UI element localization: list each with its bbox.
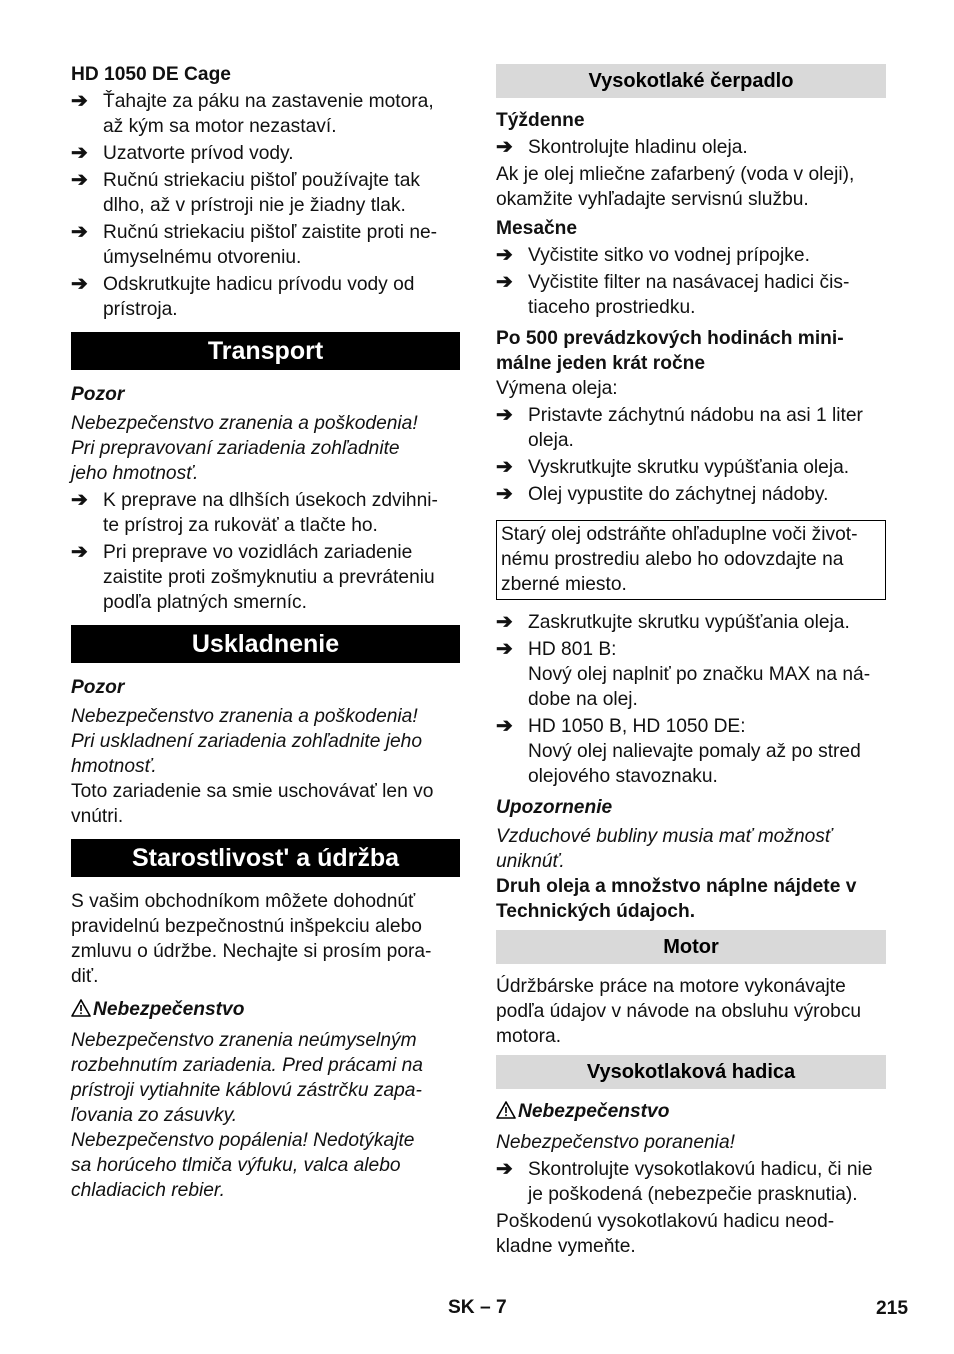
text-line: kladne vymeňte.: [496, 1236, 636, 1257]
text-line: zmluvu o údržbe. Nechajte si prosím pora-: [71, 941, 432, 962]
list-item: [496, 270, 886, 320]
text-line: Vyčistite filter na nasávacej hadici čis-: [528, 272, 850, 293]
text-line: S vašim obchodníkom môžete dohodnúť: [71, 891, 416, 912]
arrow-right-icon: ➔: [496, 638, 513, 660]
list-item: [496, 482, 886, 507]
text-line: prístroja.: [103, 299, 178, 320]
list-item: [71, 540, 460, 615]
care-text: [71, 889, 460, 989]
text-line: nému prostrediu alebo ho odovzdajte na: [501, 549, 844, 570]
pump-heading: Vysokotlaké čerpadlo: [496, 64, 886, 98]
list-item: [496, 637, 886, 712]
list-item: [71, 220, 460, 270]
hose-text: [496, 1209, 886, 1259]
text-line: Odskrutkujte hadicu prívodu vody od: [103, 274, 415, 295]
arrow-right-icon: ➔: [71, 273, 88, 295]
monthly-heading: Mesačne: [496, 218, 578, 239]
text-line: Nový olej nalievajte pomaly až po stred: [528, 741, 861, 762]
left-column: [71, 62, 460, 1203]
hose-danger-label: [496, 1099, 886, 1126]
text-line: dlho, až v prístroji nie je žiadny tlak.: [103, 195, 406, 216]
text-line: je poškodená (nebezpečie prasknutia).: [528, 1184, 858, 1205]
text-line: Pri preprave vo vozidlách zariadenie: [103, 542, 413, 563]
text-line: Druh oleja a množstvo náplne nájdete v: [496, 876, 857, 897]
text-line: HD 1050 B, HD 1050 DE:: [528, 716, 746, 737]
oil-change-steps: [496, 403, 886, 507]
weekly-step: ➔ Skontrolujte hladinu oleja.: [496, 136, 748, 158]
text-line: zberné miesto.: [501, 574, 627, 595]
arrow-right-icon: ➔: [71, 541, 88, 563]
text-line: Poškodenú vysokotlakovú hadicu neod-: [496, 1211, 835, 1232]
text-line: hmotnosť.: [71, 756, 157, 777]
arrow-right-icon: ➔: [71, 142, 88, 164]
text-line: sa horúceho tlmiča výfuku, valca alebo: [71, 1155, 401, 1176]
arrow-right-icon: ➔: [496, 456, 513, 478]
hd1050-heading: HD 1050 DE Cage: [71, 64, 231, 85]
arrow-right-icon: ➔: [71, 489, 88, 511]
motor-heading: Motor: [496, 930, 886, 964]
oil-change-label: Výmena oleja:: [496, 378, 618, 399]
text-line: te prístroj za rukoväť a tlačte ho.: [103, 515, 378, 536]
text-line: Nebezpečenstvo zranenia neúmyselným: [71, 1030, 417, 1051]
text-line: Vyčistite sitko vo vodnej prípojke.: [528, 245, 810, 266]
storage-heading: Uskladnenie: [71, 625, 460, 663]
note-label: Upozornenie: [496, 797, 613, 818]
hd1050-steps: [71, 89, 460, 322]
text-line: Starý olej odstráňte ohľaduplne voči život-: [501, 524, 858, 545]
text-line: Vyskrutkujte skrutku vypúšťania oleja.: [528, 457, 850, 478]
text-line: Toto zariadenie sa smie uschovávať len vo: [71, 781, 434, 802]
text-line: Nebezpečenstvo zranenia a poškodenia!: [71, 413, 418, 434]
text-line: podľa platných smerníc.: [103, 592, 307, 613]
text-line: chladiacich rebier.: [71, 1180, 225, 1201]
arrow-right-icon: ➔: [496, 404, 513, 426]
text-line: zaistite proti zošmyknutiu a prevráteniu: [103, 567, 435, 588]
motor-text: [496, 974, 886, 1049]
transport-steps: [71, 488, 460, 615]
text-line: Skontrolujte vysokotlakovú hadicu, či nie: [528, 1159, 873, 1180]
text-line: Pri prepravovaní zariadenia zohľadnite: [71, 438, 400, 459]
arrow-right-icon: ➔: [71, 221, 88, 243]
text-line: Pristavte záchytnú nádobu na asi 1 liter: [528, 405, 863, 426]
storage-text: [71, 779, 460, 829]
text-line: Technických údajoch.: [496, 901, 696, 922]
arrow-right-icon: ➔: [71, 90, 88, 112]
care-danger-label-text: Nebezpečenstvo: [93, 999, 245, 1020]
page-number: 215: [876, 1298, 909, 1319]
arrow-right-icon: ➔: [496, 483, 513, 505]
text-line: okamžite vyhľadajte servisnú službu.: [496, 189, 809, 210]
text-line: málne jeden krát ročne: [496, 353, 706, 374]
right-column: [496, 62, 886, 1259]
text-line: Vzduchové bubliny musia mať možnosť: [496, 826, 832, 847]
text-line: jeho hmotnosť.: [71, 463, 199, 484]
text-line: uniknúť.: [496, 851, 565, 872]
note-text: [496, 824, 886, 874]
arrow-right-icon: ➔: [71, 169, 88, 191]
text-line: Olej vypustite do záchytnej nádoby.: [528, 484, 829, 505]
storage-caution-text: [71, 704, 460, 779]
text-line: oleja.: [528, 430, 574, 451]
hose-heading: Vysokotlaková hadica: [496, 1055, 886, 1089]
text-line: ľovania zo zásuvky.: [71, 1105, 238, 1126]
environment-note-box: [496, 520, 886, 600]
list-item: [496, 455, 886, 480]
storage-caution-label: Pozor: [71, 677, 125, 698]
text-line: Nový olej naplniť po značku MAX na ná-: [528, 664, 871, 685]
care-danger-label: [71, 997, 460, 1024]
text-line: Ručnú striekaciu pištoľ používajte tak: [103, 170, 421, 191]
hose-step: [496, 1157, 886, 1207]
footer-section: SK – 7: [448, 1297, 507, 1318]
text-line: Nebezpečenstvo zranenia a poškodenia!: [71, 706, 418, 727]
text-line: HD 801 B:: [528, 639, 617, 660]
text-line: úmyselnému otvoreniu.: [103, 247, 302, 268]
text-line: dobe na olej.: [528, 689, 638, 710]
yearly-heading: [496, 326, 886, 376]
weekly-text: [496, 162, 886, 212]
hose-danger-text: Nebezpečenstvo poranenia!: [496, 1132, 735, 1153]
text-line: až kým sa motor nezastaví.: [103, 116, 337, 137]
warning-triangle-icon: [496, 1101, 518, 1126]
text-line: Ručnú striekaciu pištoľ zaistite proti ne-: [103, 222, 438, 243]
text-line: Údržbárske práce na motore vykonávajte: [496, 976, 846, 997]
arrow-right-icon: ➔: [496, 271, 513, 293]
oil-spec-reference: [496, 874, 886, 924]
text-line: tiaceho prostriedku.: [528, 297, 696, 318]
text-line: Uzatvorte prívod vody.: [103, 143, 294, 164]
transport-caution-label: Pozor: [71, 384, 125, 405]
text-line: podľa údajov v návode na obsluhu výrobcu: [496, 1001, 862, 1022]
text-line: prístroji vytiahnite káblovú zástrčku zapa-: [71, 1080, 422, 1101]
text-line: Pri uskladnení zariadenia zohľadnite jeho: [71, 731, 423, 752]
text-line: Po 500 prevádzkových hodinách mini-: [496, 328, 844, 349]
hose-danger-label-text: Nebezpečenstvo: [518, 1101, 670, 1122]
text-line: Nebezpečenstvo popálenia! Nedotýkajte: [71, 1130, 415, 1151]
text-line: motora.: [496, 1026, 562, 1047]
list-item: [496, 714, 886, 789]
monthly-steps: [496, 243, 886, 320]
text-line: rozbehnutím zariadenia. Pred prácami na: [71, 1055, 423, 1076]
arrow-right-icon: ➔: [496, 136, 513, 158]
text-line: diť.: [71, 966, 99, 987]
list-item: [496, 403, 886, 453]
care-danger-text: [71, 1028, 460, 1203]
text-line: Zaskrutkujte skrutku vypúšťania oleja.: [528, 612, 850, 633]
care-heading: Starostlivost' a údržba: [71, 839, 460, 877]
text-line: vnútri.: [71, 806, 124, 827]
weekly-heading: Týždenne: [496, 110, 585, 131]
list-item: [71, 141, 460, 166]
text-line: pravidelnú bezpečnostnú inšpekciu alebo: [71, 916, 422, 937]
text-line: K preprave na dlhších úsekoch zdvihni-: [103, 490, 438, 511]
arrow-right-icon: ➔: [496, 611, 513, 633]
list-item: [496, 610, 886, 635]
list-item: [71, 89, 460, 139]
transport-heading: Transport: [71, 332, 460, 370]
list-item: [71, 272, 460, 322]
warning-triangle-icon: [71, 999, 93, 1024]
arrow-right-icon: ➔: [496, 715, 513, 737]
oil-refill-steps: [496, 610, 886, 789]
text-line: Ťahajte za páku na zastavenie motora,: [103, 91, 434, 112]
text-line: olejového stavoznaku.: [528, 766, 718, 787]
arrow-right-icon: ➔: [496, 244, 513, 266]
arrow-right-icon: ➔: [496, 1158, 513, 1180]
list-item: [71, 488, 460, 538]
list-item: [71, 168, 460, 218]
transport-caution-text: [71, 411, 460, 486]
list-item: [496, 243, 886, 268]
text-line: Ak je olej mliečne zafarbený (voda v oleji),: [496, 164, 855, 185]
